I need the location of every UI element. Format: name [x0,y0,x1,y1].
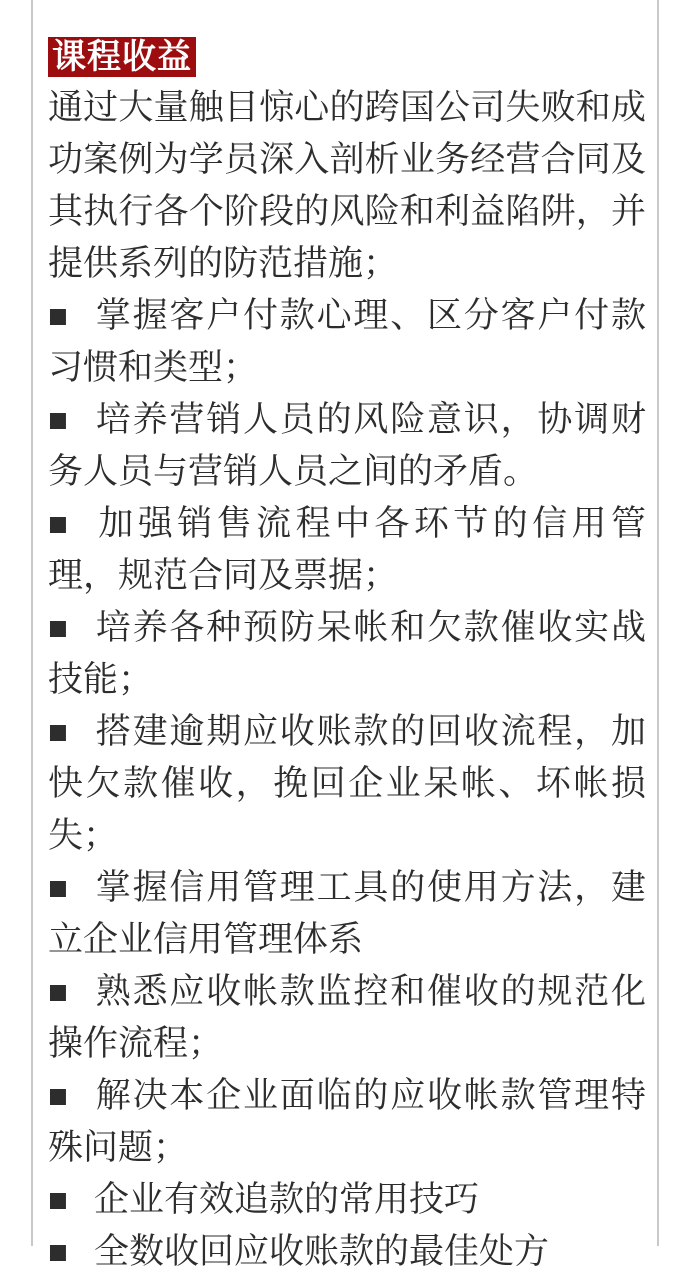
benefit-item: ■ 搭建逾期应收账款的回收流程，加快欠款催收，挽回企业呆帐、坏帐损失； [48,706,646,862]
course-benefits-section [48,37,646,1278]
bullet-square-icon: ■ [48,869,68,906]
benefit-item: ■ 培养各种预防呆帐和欠款催收实战技能； [48,602,646,706]
benefit-item: ■ 熟悉应收帐款监控和催收的规范化操作流程； [48,966,646,1070]
benefit-item: ■ 全数收回应收账款的最佳处方 [48,1226,646,1278]
benefit-item: ■ 加强销售流程中各环节的信用管理，规范合同及票据； [48,498,646,602]
intro-paragraph: 通过大量触目惊心的跨国公司失败和成功案例为学员深入剖析业务经营合同及其执行各个阶段的风险和利益陷阱，并提供系列的防范措施； [48,88,646,283]
left-border-line [31,0,33,1246]
bullet-square-icon: ■ [48,401,68,438]
right-border-line [657,0,659,1246]
benefit-text-block [48,82,646,1278]
benefit-item: ■ 掌握客户付款心理、区分客户付款习惯和类型； [48,290,646,394]
bullet-square-icon: ■ [48,973,68,1010]
benefit-item: ■ 企业有效追款的常用技巧 [48,1174,646,1226]
benefit-item: ■ 解决本企业面临的应收帐款管理特殊问题； [48,1070,646,1174]
bullet-square-icon: ■ [48,297,68,334]
section-title-badge: 课程收益 [48,37,196,77]
benefit-item: ■ 培养营销人员的风险意识，协调财务人员与营销人员之间的矛盾。 [48,394,646,498]
bullet-square-icon: ■ [48,1233,68,1270]
benefit-item: ■ 掌握信用管理工具的使用方法，建立企业信用管理体系 [48,862,646,966]
bullet-square-icon: ■ [48,1181,68,1218]
bullet-square-icon: ■ [48,713,68,750]
bullet-square-icon: ■ [48,1077,68,1114]
bullet-square-icon: ■ [48,505,68,542]
bullet-square-icon: ■ [48,609,68,646]
benefit-list [48,290,646,1278]
